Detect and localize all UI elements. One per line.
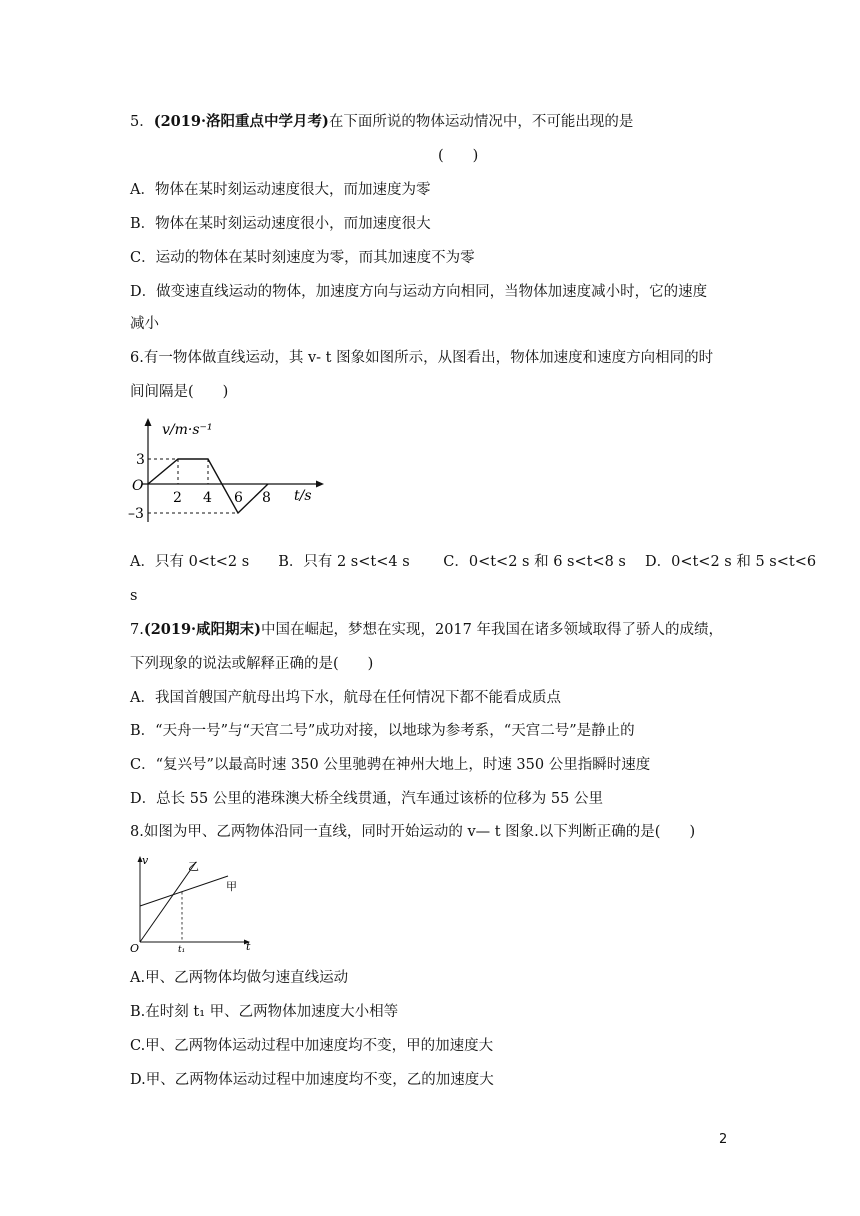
q6-ytick-neg3: –3	[128, 506, 144, 522]
q6-xtick-6: 6	[234, 490, 243, 506]
q7-option-a: A．我国首艘国产航母出坞下水，航母在任何情况下都不能看成质点	[130, 690, 561, 706]
q6-y-label: v/m·s⁻¹	[162, 422, 213, 438]
q5-option-d: D．做变速直线运动的物体，加速度方向与运动方向相同，当物体加速度减小时，它的速度	[130, 284, 708, 300]
q5-option-a: A．物体在某时刻运动速度很大，而加速度为零	[130, 182, 431, 198]
q6-xtick-2: 2	[173, 490, 182, 506]
q6-options: A．只有 0<t<2 s B．只有 2 s<t<4 s C．0<t<2 s 和 6 s<t<8 s D．0<t<2 s 和 5 s<t<6	[130, 554, 817, 570]
q6-vt-graph	[128, 416, 328, 528]
q8-line-yi	[140, 862, 196, 942]
q8-option-c: C.甲、乙两物体运动过程中加速度均不变，甲的加速度大	[130, 1038, 494, 1054]
q8-origin-label: O	[130, 942, 140, 954]
q5-option-d-wrap: 减小	[130, 316, 159, 332]
q5-number: 5．	[130, 114, 154, 130]
q6-ytick-3: 3	[136, 452, 145, 468]
q7-option-c: C．“复兴号”以最高时速 350 公里驰骋在神州大地上，时速 350 公里指瞬时速度	[130, 757, 651, 773]
q8-label-jia: 甲	[226, 880, 237, 893]
q7-number: 7.	[130, 622, 144, 638]
q6-x-axis-arrow	[316, 481, 324, 488]
q6-stem-line2: 间间隔是( )	[130, 384, 229, 400]
q6-xtick-8: 8	[262, 490, 271, 506]
q8-t1-label: t₁	[178, 945, 186, 954]
q8-label-yi: 乙	[188, 860, 199, 873]
q7-stem: 中国在崛起，梦想在实现，2017 年我国在诸多领域取得了骄人的成绩，	[260, 622, 723, 638]
q6-options-wrap: s	[130, 588, 138, 604]
q7-option-b: B．“天舟一号”与“天宫二号”成功对接，以地球为参考系，“天宫二号”是静止的	[130, 723, 635, 739]
q7-stem-line	[130, 620, 723, 640]
q6-y-axis-arrow	[145, 418, 152, 426]
q6-origin-label: O	[132, 478, 144, 494]
q5-answer-blank: ( )	[438, 148, 479, 164]
q7-source: (2019·咸阳期末)	[143, 621, 261, 638]
q7-stem-line2: 下列现象的说法或解释正确的是( )	[130, 656, 374, 672]
q7-option-d: D．总长 55 公里的港珠澳大桥全线贯通，汽车通过该桥的位移为 55 公里	[130, 791, 603, 807]
q8-vt-graph	[128, 854, 258, 954]
q8-stem: 8.如图为甲、乙两物体沿同一直线，同时开始运动的 v— t 图象.以下判断正确的是( )	[130, 824, 696, 840]
page-number: 2	[719, 1132, 728, 1147]
q5-stem-line	[130, 112, 633, 132]
q5-option-c: C．运动的物体在某时刻速度为零，而其加速度不为零	[130, 250, 475, 266]
q8-y-label: v	[142, 854, 149, 867]
q6-stem: 6.有一物体做直线运动，其 v- t 图象如图所示，从图看出，物体加速度和速度方向相同的时	[130, 350, 714, 366]
q8-option-d: D.甲、乙两物体运动过程中加速度均不变，乙的加速度大	[130, 1072, 494, 1088]
q5-option-b: B．物体在某时刻运动速度很小，而加速度很大	[130, 216, 431, 232]
q8-option-b: B.在时刻 t₁ 甲、乙两物体加速度大小相等	[130, 1004, 399, 1020]
q5-source: (2019·洛阳重点中学月考)	[153, 113, 329, 130]
q6-x-label: t/s	[294, 488, 312, 504]
q6-xtick-4: 4	[203, 490, 212, 506]
q8-line-jia	[140, 876, 228, 906]
q5-stem: 在下面所说的物体运动情况中，不可能出现的是	[328, 114, 634, 130]
q8-x-label: t	[246, 940, 251, 953]
q8-option-a: A.甲、乙两物体均做匀速直线运动	[130, 970, 349, 986]
